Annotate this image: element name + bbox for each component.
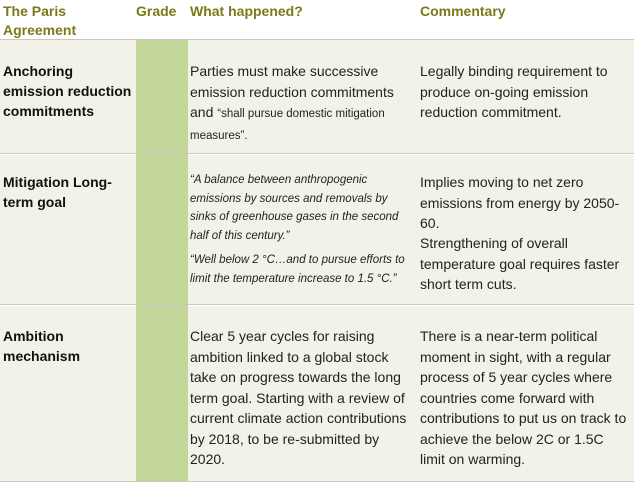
row-label-ambition: Ambition mechanism [3,328,81,364]
row-commentary-net-zero: Implies moving to net zero emissions from energy by 2050-60. [420,174,620,231]
row-commentary: Legally binding requirement to produce on-going emission reduction commitment. [420,63,608,120]
row-commentary-temperature: Strengthening of overall temperature goal requires faster short term cuts. [420,235,620,292]
row-what-happened: Clear 5 year cycles for raising ambition linked to a global stock take on progress towards the long term goal. Starting with a review of current climate action contributions by 2018, to be re-submitted by 2020. [190,328,407,467]
header-commentary: Commentary [420,3,506,19]
row-label-anchoring: Anchoring emission reduction commitments [3,63,132,119]
what-happened-quote: “shall pursue domestic mitigation measures”. [190,108,385,142]
row-divider [0,304,634,305]
row-divider [0,153,634,154]
header-grade: Grade [136,3,177,19]
header-agreement: The Paris Agreement [3,3,77,38]
row-what-happened [190,61,414,146]
grade-column-fill [136,40,188,482]
header-what-happened: What happened? [190,3,303,19]
row-commentary: There is a near-term political moment in sight, with a regular process of 5 year cycles where countries come forward with contributions to put us on track to achieve the below 2C or 1.5C limit on warming. [420,328,627,467]
row-label-mitigation: Mitigation Long-term goal [3,174,112,210]
what-happened-text: Parties must make successive emission reduction commitments and [190,63,394,120]
what-happened-quote-balance: “A balance between anthropogenic emissions by sources and removals by sinks of greenhouse gases in the second half of this century.” [190,174,399,242]
what-happened-quote-temperature: “Well below 2 °C…and to pursue efforts to limit the temperature increase to 1.5 °C.” [190,254,405,285]
